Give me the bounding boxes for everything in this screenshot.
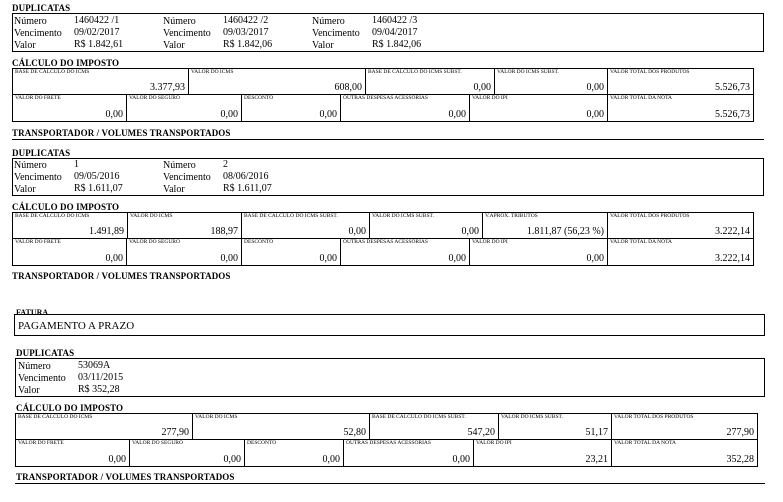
field-label: V.APROX. TRIBUTOS — [485, 213, 538, 219]
vencimento-value: 09/05/2016 — [74, 171, 120, 182]
field-label: VALOR DO IPI — [472, 239, 508, 245]
field-label: VALOR DO ICMS — [130, 213, 173, 219]
field-label: OUTRAS DESPESAS ACESSÓRIAS — [346, 440, 431, 446]
field-value: 547,20 — [467, 427, 495, 438]
numero-label: Número — [312, 16, 345, 27]
field-label: OUTRAS DESPESAS ACESSÓRIAS — [343, 95, 428, 101]
field-value: 608,00 — [334, 82, 362, 93]
s3-desconto-cell — [244, 439, 344, 467]
s2-frete-cell — [12, 238, 127, 266]
vencimento-label: Vencimento — [163, 172, 211, 183]
vencimento-label: Vencimento — [18, 373, 66, 384]
field-label: VALOR DO ICMS SUBST. — [372, 213, 434, 219]
numero-label: Número — [163, 16, 196, 27]
field-value: 5.526,73 — [715, 109, 750, 120]
field-value: 3.222,14 — [715, 226, 750, 237]
s1-valor-icms-subst-cell — [494, 68, 608, 95]
field-value: 0,00 — [586, 82, 604, 93]
field-value: 0,00 — [473, 82, 491, 93]
field-label: OUTRAS DESPESAS ACESSÓRIAS — [343, 239, 428, 245]
field-label: VALOR DO SEGURO — [129, 95, 180, 101]
s1-valor-icms-cell — [188, 68, 366, 95]
s3-valor-icms-subst-cell — [498, 413, 612, 440]
s1-calculo-title: CÁLCULO DO IMPOSTO — [12, 58, 120, 68]
valor-label: Valor — [163, 40, 185, 51]
s3-base-icms-cell — [15, 413, 193, 440]
vencimento-value: 09/02/2017 — [74, 27, 120, 38]
vencimento-value: 03/11/2015 — [78, 372, 124, 383]
numero-label: Número — [163, 160, 196, 171]
vencimento-label: Vencimento — [312, 28, 360, 39]
s1-outras-despesas-cell — [340, 94, 470, 122]
field-value: 51,17 — [585, 427, 608, 438]
s3-total-nota-cell — [611, 439, 758, 467]
valor-value: R$ 1.611,07 — [74, 183, 123, 194]
field-value: 5.526,73 — [715, 82, 750, 93]
s2-outras-despesas-cell — [340, 238, 470, 266]
numero-label: Número — [14, 160, 47, 171]
field-label: VALOR DO SEGURO — [132, 440, 183, 446]
s1-base-icms-cell — [12, 68, 189, 95]
field-label: BASE DE CÁLCULO DO ICMS SUBST. — [368, 69, 462, 75]
field-label: BASE DE CÁLCULO DO ICMS — [15, 69, 90, 75]
field-value: 0,00 — [220, 109, 238, 120]
field-label: VALOR DO ICMS SUBST. — [497, 69, 559, 75]
valor-value: R$ 1.611,07 — [223, 183, 272, 194]
field-value: 0,00 — [452, 454, 470, 465]
s1-seguro-cell — [126, 94, 242, 122]
numero-value: 1460422 /3 — [372, 15, 418, 26]
s3-duplicata-1 — [18, 360, 163, 396]
s3-calculo-title: CÁLCULO DO IMPOSTO — [16, 403, 124, 413]
s1-total-produtos-cell — [607, 68, 754, 95]
valor-label: Valor — [14, 40, 36, 51]
field-label: VALOR TOTAL DA NOTA — [614, 440, 677, 446]
s1-duplicata-2 — [163, 15, 308, 51]
field-label: DESCONTO — [244, 95, 274, 101]
s2-ipi-cell — [469, 238, 608, 266]
field-label: DESCONTO — [244, 239, 274, 245]
valor-label: Valor — [14, 184, 36, 195]
field-value: 0,00 — [448, 253, 466, 264]
field-value: 0,00 — [319, 109, 337, 120]
field-value: 277,90 — [161, 427, 189, 438]
s1-base-icms-subst-cell — [365, 68, 495, 95]
field-label: VALOR DO IPI — [472, 95, 508, 101]
vencimento-value: 09/04/2017 — [372, 27, 418, 38]
s3-frete-cell — [15, 439, 130, 467]
s1-duplicata-1 — [14, 15, 159, 51]
s1-transportador-rule — [12, 139, 764, 140]
numero-label: Número — [14, 16, 47, 27]
valor-label: Valor — [163, 184, 185, 195]
valor-label: Valor — [312, 40, 334, 51]
field-value: 0,00 — [461, 226, 479, 237]
vencimento-label: Vencimento — [14, 28, 62, 39]
field-value: 0,00 — [105, 253, 123, 264]
field-label: VALOR TOTAL DA NOTA — [610, 95, 673, 101]
field-value: 3.222,14 — [715, 253, 750, 264]
s2-duplicata-2 — [163, 159, 308, 195]
numero-label: Número — [18, 361, 51, 372]
field-label: BASE DE CÁLCULO DO ICMS — [15, 213, 90, 219]
s2-base-icms-cell — [12, 212, 128, 239]
s1-total-nota-cell — [607, 94, 754, 122]
field-label: BASE DE CÁLCULO DO ICMS SUBST. — [244, 213, 338, 219]
field-value: 23,21 — [585, 454, 608, 465]
valor-value: R$ 1.842,61 — [74, 39, 124, 50]
vencimento-value: 09/03/2017 — [223, 27, 269, 38]
field-value: 1.491,89 — [89, 226, 124, 237]
s1-duplicatas-title: DUPLICATAS — [12, 3, 71, 13]
field-label: VALOR TOTAL DA NOTA — [610, 239, 673, 245]
numero-value: 1460422 /1 — [74, 15, 120, 26]
s2-desconto-cell — [241, 238, 341, 266]
s1-transportador-title: TRANSPORTADOR / VOLUMES TRANSPORTADOS — [12, 128, 231, 138]
s3-duplicatas-title: DUPLICATAS — [16, 348, 75, 358]
s3-transportador-title: TRANSPORTADOR / VOLUMES TRANSPORTADOS — [16, 472, 235, 482]
s2-transportador-title: TRANSPORTADOR / VOLUMES TRANSPORTADOS — [12, 271, 231, 281]
s3-seguro-cell — [129, 439, 245, 467]
field-value: 52,80 — [343, 427, 366, 438]
vencimento-label: Vencimento — [14, 172, 62, 183]
valor-label: Valor — [18, 385, 40, 396]
field-label: VALOR TOTAL DOS PRODUTOS — [610, 213, 690, 219]
field-label: VALOR DO SEGURO — [129, 239, 180, 245]
field-label: VALOR DO ICMS SUBST. — [501, 414, 563, 420]
field-label: VALOR DO ICMS — [195, 414, 238, 420]
field-value: 3.377,93 — [150, 82, 185, 93]
s3-base-icms-subst-cell — [369, 413, 499, 440]
field-label: VALOR DO IPI — [476, 440, 512, 446]
s2-total-nota-cell — [607, 238, 754, 266]
numero-value: 1460422 /2 — [223, 15, 269, 26]
field-value: 0,00 — [322, 454, 340, 465]
field-value: 188,97 — [210, 226, 238, 237]
s1-ipi-cell — [469, 94, 608, 122]
field-label: VALOR DO FRETE — [15, 239, 61, 245]
numero-value: 2 — [223, 159, 228, 170]
field-value: 0,00 — [586, 109, 604, 120]
vencimento-value: 08/06/2016 — [223, 171, 269, 182]
s2-total-produtos-cell — [607, 212, 754, 239]
valor-value: R$ 352,28 — [78, 384, 120, 395]
s3-ipi-cell — [473, 439, 612, 467]
numero-value: 1 — [74, 159, 79, 170]
s2-base-icms-subst-cell — [241, 212, 370, 239]
s1-desconto-cell — [241, 94, 341, 122]
s2-valor-icms-cell — [127, 212, 242, 239]
numero-value: 53069A — [78, 360, 111, 371]
field-value: 0,00 — [105, 109, 123, 120]
field-label: BASE DE CÁLCULO DO ICMS SUBST. — [372, 414, 466, 420]
s3-outras-despesas-cell — [343, 439, 474, 467]
field-label: VALOR TOTAL DOS PRODUTOS — [610, 69, 690, 75]
field-label: DESCONTO — [247, 440, 277, 446]
field-value: 277,90 — [726, 427, 754, 438]
field-value: 352,28 — [726, 454, 754, 465]
field-label: VALOR DO ICMS — [191, 69, 234, 75]
field-label: VALOR DO FRETE — [18, 440, 64, 446]
s2-valor-icms-subst-cell — [369, 212, 483, 239]
s2-seguro-cell — [126, 238, 242, 266]
field-value: 0,00 — [319, 253, 337, 264]
field-label: BASE DE CÁLCULO DO ICMS — [18, 414, 93, 420]
s2-tributos-cell — [482, 212, 608, 239]
field-label: VALOR DO FRETE — [15, 95, 61, 101]
field-value: 0,00 — [108, 454, 126, 465]
field-value: 0,00 — [220, 253, 238, 264]
s3-valor-icms-cell — [192, 413, 370, 440]
field-value: 0,00 — [348, 226, 366, 237]
field-value: 0,00 — [223, 454, 241, 465]
valor-value: R$ 1.842,06 — [223, 39, 273, 50]
s2-duplicata-1 — [14, 159, 159, 195]
s2-calculo-title: CÁLCULO DO IMPOSTO — [12, 202, 120, 212]
field-value: 1.811,87 (56,23 %) — [526, 226, 604, 237]
vencimento-label: Vencimento — [163, 28, 211, 39]
field-label: VALOR TOTAL DOS PRODUTOS — [614, 414, 694, 420]
s2-duplicatas-title: DUPLICATAS — [12, 148, 71, 158]
s3-total-produtos-cell — [611, 413, 758, 440]
s3-fatura-text: PAGAMENTO A PRAZO — [18, 320, 135, 332]
s1-frete-cell — [12, 94, 127, 122]
valor-value: R$ 1.842,06 — [372, 39, 422, 50]
s3-fatura-title: FATURA — [16, 308, 49, 314]
field-value: 0,00 — [586, 253, 604, 264]
s1-duplicata-3 — [312, 15, 457, 51]
field-value: 0,00 — [448, 109, 466, 120]
s3-transportador-rule — [15, 483, 765, 484]
